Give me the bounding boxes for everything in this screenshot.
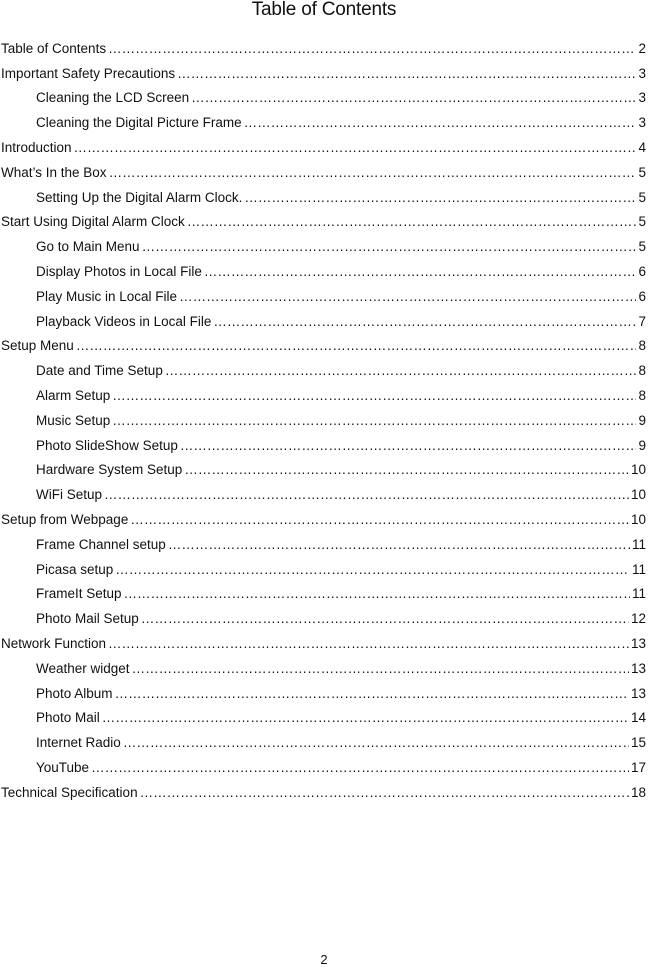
toc-entry bbox=[0, 454, 648, 479]
toc-entry-page: 13 bbox=[630, 685, 646, 701]
toc-dot-leader bbox=[115, 562, 630, 578]
toc-dot-leader bbox=[244, 115, 637, 131]
toc-entry bbox=[0, 280, 648, 305]
toc-entry-page: 11 bbox=[631, 586, 646, 602]
toc-dot-leader bbox=[165, 363, 637, 379]
toc-entry-title: Cleaning the LCD Screen bbox=[36, 90, 190, 106]
toc-entry-title: FrameIt Setup bbox=[36, 586, 122, 602]
toc-entry-title: Hardware System Setup bbox=[36, 462, 183, 478]
toc-entry-page: 13 bbox=[630, 635, 646, 651]
toc-entry-title: Setup from Webpage bbox=[1, 511, 129, 527]
toc-dot-leader bbox=[184, 462, 629, 478]
toc-entry-title: Internet Radio bbox=[36, 735, 121, 751]
toc-dot-leader bbox=[74, 140, 637, 156]
toc-entry-title: Introduction bbox=[1, 139, 72, 155]
toc-entry-page: 5 bbox=[638, 164, 646, 180]
toc-entry-title: Display Photos in Local File bbox=[36, 263, 202, 279]
toc-entry-title: Playback Videos in Local File bbox=[36, 313, 212, 329]
page-title: Table of Contents bbox=[251, 0, 397, 20]
toc-entry bbox=[0, 503, 648, 528]
toc-entry bbox=[0, 206, 648, 231]
toc-entry-page: 8 bbox=[638, 363, 646, 379]
toc-entry bbox=[0, 652, 648, 677]
toc-entry-page: 17 bbox=[630, 759, 646, 775]
toc-dot-leader bbox=[108, 41, 636, 57]
toc-entry bbox=[0, 627, 648, 652]
toc-entry bbox=[0, 578, 648, 603]
toc-entry-page: 4 bbox=[638, 139, 646, 155]
toc-entry-page: 8 bbox=[638, 387, 646, 403]
toc-entry-title: Setup Menu bbox=[1, 338, 74, 354]
toc-entry-page: 10 bbox=[630, 462, 646, 478]
toc-entry bbox=[0, 528, 648, 553]
toc-dot-leader bbox=[109, 165, 637, 181]
toc-dot-leader bbox=[141, 611, 629, 627]
toc-dot-leader bbox=[177, 66, 636, 82]
toc-entry bbox=[0, 751, 648, 776]
toc-entry-page: 10 bbox=[630, 487, 646, 503]
toc-entry-title: Go to Main Menu bbox=[36, 239, 140, 255]
toc-dot-leader bbox=[204, 264, 637, 280]
toc-entry-title: Play Music in Local File bbox=[36, 288, 178, 304]
toc-entry-page: 9 bbox=[638, 412, 646, 428]
toc-entry bbox=[0, 255, 648, 280]
toc-entry-title: Setting Up the Digital Alarm Clock. bbox=[36, 189, 243, 205]
toc-dot-leader bbox=[112, 413, 636, 429]
toc-entry-title: Important Safety Precautions bbox=[1, 65, 176, 81]
toc-entry-title: Start Using Digital Alarm Clock bbox=[1, 214, 185, 230]
toc-entry bbox=[0, 330, 648, 355]
toc-dot-leader bbox=[132, 661, 629, 677]
toc-entry bbox=[0, 478, 648, 503]
toc-entry-page: 12 bbox=[630, 611, 646, 627]
toc-entry-title: Alarm Setup bbox=[36, 387, 111, 403]
toc-entry-page: 5 bbox=[638, 239, 646, 255]
toc-entry bbox=[0, 156, 648, 181]
toc-entry-title: Cleaning the Digital Picture Frame bbox=[36, 115, 242, 131]
toc-dot-leader bbox=[91, 760, 629, 776]
toc-entry-title: Frame Channel setup bbox=[36, 536, 166, 552]
toc-entry-page: 2 bbox=[638, 40, 646, 56]
toc-entry-title: Picasa setup bbox=[36, 561, 114, 577]
toc-entry bbox=[0, 429, 648, 454]
toc-entry bbox=[0, 354, 648, 379]
toc-dot-leader bbox=[244, 190, 636, 206]
toc-entry bbox=[0, 776, 648, 801]
toc-dot-leader bbox=[124, 586, 630, 602]
toc-entry bbox=[0, 379, 648, 404]
toc-entry bbox=[0, 57, 648, 82]
toc-entry-page: 8 bbox=[638, 338, 646, 354]
toc-entry-page: 6 bbox=[638, 288, 646, 304]
toc-entry bbox=[0, 32, 648, 57]
toc-dot-leader bbox=[115, 686, 629, 702]
toc-entry-page: 3 bbox=[638, 90, 646, 106]
page-number: 2 bbox=[320, 952, 328, 967]
toc-entry-page: 11 bbox=[631, 561, 646, 577]
toc-entry-page: 5 bbox=[638, 214, 646, 230]
toc-entry-title: YouTube bbox=[36, 759, 90, 775]
toc-entry-title: Music Setup bbox=[36, 412, 111, 428]
toc-entry bbox=[0, 404, 648, 429]
toc-entry-page: 5 bbox=[638, 189, 646, 205]
toc-entry bbox=[0, 181, 648, 206]
toc-entry bbox=[0, 553, 648, 578]
toc-entry-title: Network Function bbox=[1, 635, 107, 651]
toc-entry-page: 18 bbox=[630, 784, 646, 800]
toc-entry-page: 7 bbox=[638, 313, 646, 329]
toc-entry bbox=[0, 106, 648, 131]
toc-dot-leader bbox=[112, 388, 636, 404]
toc-entry-title: Table of Contents bbox=[1, 40, 107, 56]
toc-entry-title: Photo SlideShow Setup bbox=[36, 437, 178, 453]
toc-entry-title: WiFi Setup bbox=[36, 487, 103, 503]
toc-dot-leader bbox=[76, 338, 637, 354]
toc-entry-title: Photo Mail Setup bbox=[36, 611, 139, 627]
toc-entry-page: 11 bbox=[631, 536, 646, 552]
toc-entry bbox=[0, 131, 648, 156]
toc-entry bbox=[0, 82, 648, 107]
toc-entry bbox=[0, 230, 648, 255]
toc-entry bbox=[0, 726, 648, 751]
toc-dot-leader bbox=[187, 214, 637, 230]
toc-entry bbox=[0, 602, 648, 627]
toc-entry-title: Photo Album bbox=[36, 685, 113, 701]
toc-entry-page: 10 bbox=[630, 511, 646, 527]
toc-entry-page: 15 bbox=[630, 735, 646, 751]
toc-dot-leader bbox=[140, 785, 629, 801]
table-of-contents bbox=[0, 32, 648, 801]
toc-entry-page: 3 bbox=[638, 65, 646, 81]
toc-dot-leader bbox=[108, 636, 629, 652]
toc-entry-page: 14 bbox=[630, 710, 646, 726]
toc-entry-page: 13 bbox=[630, 660, 646, 676]
toc-entry-page: 3 bbox=[638, 115, 646, 131]
toc-entry-page: 9 bbox=[638, 437, 646, 453]
toc-entry bbox=[0, 305, 648, 330]
toc-entry-title: Photo Mail bbox=[36, 710, 100, 726]
toc-entry bbox=[0, 702, 648, 727]
toc-entry-page: 6 bbox=[638, 263, 646, 279]
toc-dot-leader bbox=[180, 438, 637, 454]
toc-dot-leader bbox=[191, 90, 636, 106]
toc-entry-title: Weather widget bbox=[36, 660, 130, 676]
toc-dot-leader bbox=[123, 735, 629, 751]
toc-dot-leader bbox=[130, 512, 629, 528]
toc-dot-leader bbox=[142, 239, 637, 255]
toc-dot-leader bbox=[168, 537, 630, 553]
toc-dot-leader bbox=[104, 487, 629, 503]
toc-dot-leader bbox=[179, 289, 636, 305]
toc-entry-title: Technical Specification bbox=[1, 784, 138, 800]
toc-entry bbox=[0, 677, 648, 702]
toc-entry-title: Date and Time Setup bbox=[36, 363, 163, 379]
toc-dot-leader bbox=[102, 710, 629, 726]
toc-entry-title: What’s In the Box bbox=[1, 164, 107, 180]
toc-dot-leader bbox=[213, 314, 636, 330]
